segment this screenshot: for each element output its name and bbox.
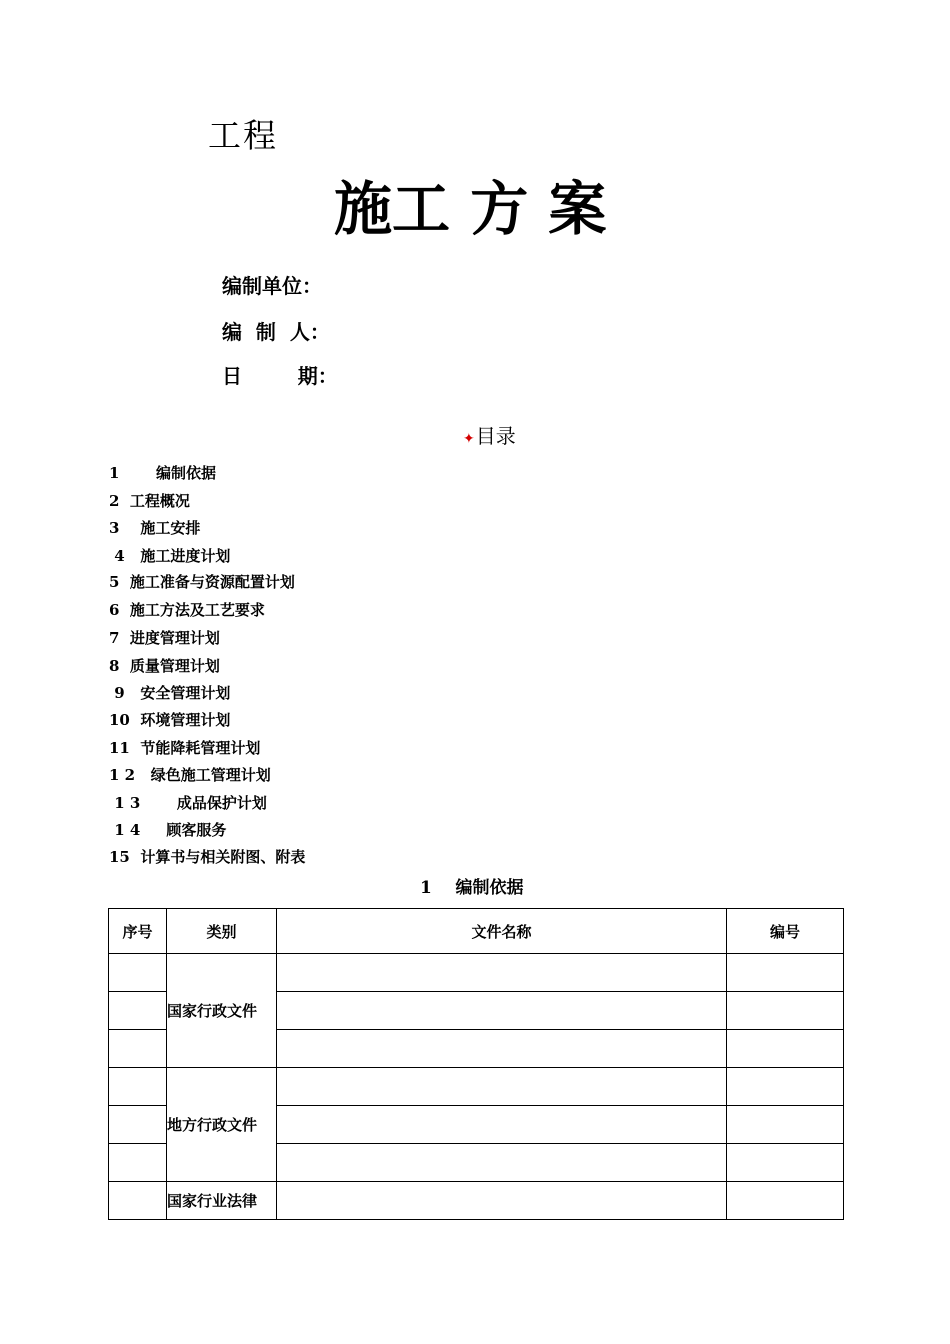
- number-cell[interactable]: [727, 1030, 844, 1068]
- document-title: 施工 方 案: [334, 175, 607, 243]
- compiler-unit-label: 编制单位：: [222, 274, 322, 298]
- toc-item[interactable]: 2 工程概况: [109, 492, 190, 510]
- table-header-row: [109, 909, 844, 954]
- date-label: 日 期：: [222, 364, 338, 388]
- category-cell: 国家行政文件: [167, 954, 277, 1068]
- number-cell[interactable]: [727, 992, 844, 1030]
- header-serial: 序号: [109, 909, 167, 954]
- toc-item[interactable]: 1 4 顾客服务: [109, 821, 227, 839]
- document-name-cell[interactable]: [277, 1182, 727, 1220]
- number-cell[interactable]: [727, 1068, 844, 1106]
- toc-item[interactable]: 1 2 绿色施工管理计划: [109, 766, 271, 784]
- toc-item[interactable]: 1 3 成品保护计划: [109, 794, 267, 812]
- document-name-cell[interactable]: [277, 1144, 727, 1182]
- table-row: [109, 1182, 844, 1220]
- header-category: 类别: [167, 909, 277, 954]
- toc-item[interactable]: 1 编制依据: [109, 464, 216, 482]
- serial-cell[interactable]: [109, 1030, 167, 1068]
- toc-item[interactable]: 7 进度管理计划: [109, 629, 220, 647]
- project-name-label: 工程: [208, 116, 278, 155]
- document-name-cell[interactable]: [277, 1106, 727, 1144]
- number-cell[interactable]: [727, 1106, 844, 1144]
- serial-cell[interactable]: [109, 1068, 167, 1106]
- basis-table: [108, 908, 844, 1220]
- category-cell: 国家行业法律: [167, 1182, 277, 1220]
- serial-cell[interactable]: [109, 992, 167, 1030]
- document-name-cell[interactable]: [277, 954, 727, 992]
- serial-cell[interactable]: [109, 1144, 167, 1182]
- number-cell[interactable]: [727, 1144, 844, 1182]
- compiler-label: 编 制 人：: [222, 320, 330, 344]
- table-row: [109, 954, 844, 992]
- header-document-name: 文件名称: [277, 909, 727, 954]
- category-cell: 地方行政文件: [167, 1068, 277, 1182]
- toc-title-text: 目录: [475, 424, 516, 448]
- serial-cell[interactable]: [109, 954, 167, 992]
- serial-cell[interactable]: [109, 1106, 167, 1144]
- toc-item[interactable]: 3 施工安排: [109, 519, 201, 537]
- document-name-cell[interactable]: [277, 992, 727, 1030]
- anchor-mark-icon: ✦: [463, 431, 475, 447]
- toc-title: [463, 420, 516, 449]
- document-name-cell[interactable]: [277, 1030, 727, 1068]
- toc-item[interactable]: 15 计算书与相关附图、附表: [109, 848, 306, 866]
- table-row: [109, 1068, 844, 1106]
- document-name-cell[interactable]: [277, 1068, 727, 1106]
- header-number: 编号: [727, 909, 844, 954]
- toc-item[interactable]: 11 节能降耗管理计划: [109, 739, 261, 757]
- toc-item[interactable]: 8 质量管理计划: [109, 657, 220, 675]
- serial-cell[interactable]: [109, 1182, 167, 1220]
- toc-item[interactable]: 10 环境管理计划: [109, 711, 231, 729]
- number-cell[interactable]: [727, 1182, 844, 1220]
- section-heading: 1 编制依据: [420, 878, 524, 898]
- number-cell[interactable]: [727, 954, 844, 992]
- toc-item[interactable]: 6 施工方法及工艺要求: [109, 601, 265, 619]
- toc-item[interactable]: 4 施工进度计划: [109, 547, 231, 565]
- toc-item[interactable]: 5 施工准备与资源配置计划: [109, 573, 295, 591]
- toc-item[interactable]: 9 安全管理计划: [109, 684, 231, 702]
